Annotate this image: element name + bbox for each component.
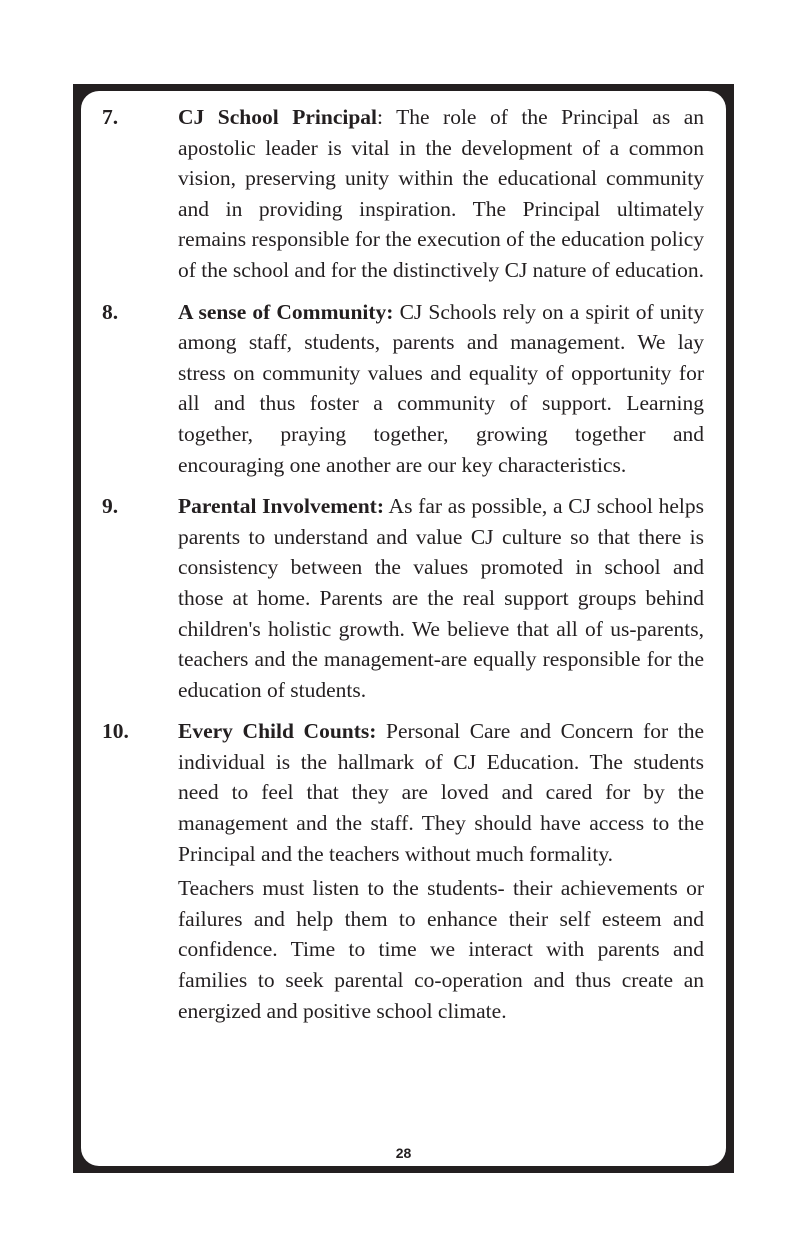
list-item-7 [102, 102, 704, 286]
item-number: 9. [102, 494, 119, 519]
item-10-continuation-paragraph: Teachers must listen to the students- their achievements or failures and help them to enhance their self esteem and confidence. Time to time we interact with parents and families to seek parental co-operation and thus create an energized and positive school climate. [178, 876, 704, 1023]
item-body [178, 297, 704, 481]
document-content [102, 102, 704, 1026]
list-item-9 [102, 491, 704, 705]
item-title: Every Child Counts: [178, 719, 377, 744]
item-text: As far as possible, a CJ school helps parents to understand and value CJ culture so that there is consistency between the values promoted in school and those at home. Parents are the real support groups behind children's holistic growth. We believe that all of us-parents, teachers and the management-are equally responsible for the education of students. [178, 494, 704, 702]
item-text: Personal Care and Concern for the individual is the hallmark of CJ Education. The students need to feel that they are loved and cared for by the management and the staff. They should have access to the Principal and the teachers without much formality. [178, 719, 704, 866]
item-number: 10. [102, 719, 129, 744]
item-body [178, 491, 704, 705]
item-title: A sense of Community: [178, 299, 394, 324]
item-body [178, 102, 704, 286]
item-title: Parental Involvement: [178, 494, 384, 519]
item-text: CJ Schools rely on a spirit of unity among staff, students, parents and management. We lay stress on community values and equality of opportunity for all and thus foster a community of support. Learning together, praying together, growing together and encouraging one another are our key characteristics. [178, 299, 704, 477]
item-body [178, 716, 704, 869]
item-number: 7. [102, 105, 119, 129]
page-number: 28 [395, 1145, 412, 1161]
item-number: 8. [102, 299, 119, 324]
list-item-10 [102, 716, 704, 869]
list-item-8 [102, 297, 704, 481]
item-text: : The role of the Principal as an apostolic leader is vital in the development of a common vision, preserving unity within the educational community and in providing inspiration. The Principal ultimately remains responsible for the execution of the education policy of the school and for the distinctively CJ nature of education. [178, 105, 705, 282]
item-title: CJ School Principal [178, 105, 378, 129]
